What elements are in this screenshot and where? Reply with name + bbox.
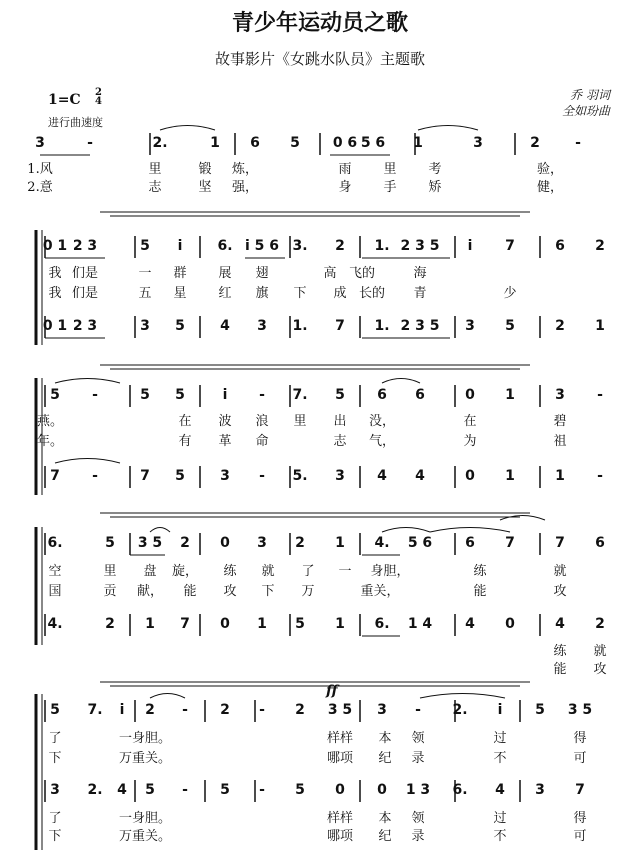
lyric-syllable: 领 (411, 811, 425, 826)
lyric-syllable: 样样 (326, 811, 354, 826)
lyric-syllable: 就 (553, 564, 567, 579)
lyric-syllable: 了 (48, 731, 62, 746)
note: 6. (452, 782, 468, 798)
lyric-syllable: 下 (48, 751, 62, 766)
lyric-syllable: 健， (536, 180, 564, 195)
note: 1 (595, 318, 605, 334)
note: 1 (257, 616, 267, 632)
note: 2 (105, 616, 115, 632)
lyric-syllable: 们是 (71, 286, 99, 301)
lyric-syllable: 气， (368, 434, 396, 449)
lyric-syllable: 志 (333, 434, 347, 449)
lyric-syllable: 少 (503, 286, 517, 301)
tie (430, 528, 510, 533)
note: 5 (175, 318, 185, 334)
note: 5. (292, 468, 308, 484)
note: 6. (217, 238, 233, 254)
note: 4 (117, 782, 127, 798)
note: 6 (555, 238, 565, 254)
lyric-syllable: 出 (333, 414, 347, 429)
note: 0 1 (42, 318, 68, 334)
lyric-syllable: 手 (383, 180, 397, 195)
lyric-syllable: 群 (173, 266, 187, 281)
lyric-syllable: 了 (48, 811, 62, 826)
note: 1 (555, 468, 565, 484)
lyric-syllable: 下 (293, 286, 307, 301)
note: 0 (220, 616, 230, 632)
tie (420, 694, 505, 699)
note: i (497, 702, 503, 718)
lyric-syllable: 练 (473, 564, 487, 579)
note: 5 (140, 238, 150, 254)
lyric-syllable: 样样 (326, 731, 354, 746)
lyric-syllable: 在 (463, 414, 477, 429)
note: 5 6 (407, 535, 433, 551)
lyric-syllable: 纪 (378, 829, 392, 844)
lyric-syllable: 红 (218, 286, 232, 301)
note: - (182, 702, 188, 718)
note: 3 5 (567, 702, 593, 718)
lyric-syllable: 能 (473, 584, 487, 599)
lyric-syllable: 一 (338, 564, 352, 579)
note: 5 (105, 535, 115, 551)
lyric-syllable: 攻 (223, 584, 237, 599)
lyric-syllable: 在 (178, 414, 192, 429)
note: 2 (295, 535, 305, 551)
note: 6 (465, 535, 475, 551)
note: 3 (35, 135, 45, 151)
note: 1. (292, 318, 308, 334)
note: 2 (295, 702, 305, 718)
note: 5 (145, 782, 155, 798)
note: 7 (555, 535, 565, 551)
note: 1. (374, 238, 390, 254)
note: 2 (180, 535, 190, 551)
note: 5 (220, 782, 230, 798)
note: 5 (140, 387, 150, 403)
lyric-syllable: 万重关。 (118, 829, 172, 844)
note: 6. (374, 616, 390, 632)
note: 5 (295, 782, 305, 798)
note: 1. (374, 318, 390, 334)
note: - (415, 702, 421, 718)
lyric-syllable: 下 (48, 829, 62, 844)
note: - (87, 135, 93, 151)
note: 5 (50, 702, 60, 718)
note: 1 (335, 535, 345, 551)
lyric-syllable: 命 (255, 434, 269, 449)
lyric-syllable: 万重关。 (118, 751, 172, 766)
lyric-syllable: 录 (411, 751, 425, 766)
note: - (597, 468, 603, 484)
lyric-syllable: 献， (136, 584, 164, 599)
note: 2 (555, 318, 565, 334)
note: 2 (595, 238, 605, 254)
note: 7 (335, 318, 345, 334)
lyric-syllable: 空 (48, 564, 62, 579)
lyric-syllable: 里 (148, 162, 162, 177)
note: 5 6 (360, 135, 386, 151)
note: 3 (140, 318, 150, 334)
note: 5 (175, 387, 185, 403)
note: i (177, 238, 183, 254)
note: 0 (465, 468, 475, 484)
lyric-syllable: 录 (411, 829, 425, 844)
note: 4. (47, 616, 63, 632)
lyric-syllable: 可 (573, 751, 587, 766)
lyric-syllable: 五 (138, 286, 152, 301)
lyric-syllable: 里 (293, 414, 307, 429)
lyric-syllable: 没， (368, 414, 396, 429)
note: 5 (535, 702, 545, 718)
lyric-syllable: 为 (463, 434, 477, 449)
note: 6 (415, 387, 425, 403)
dynamic-marking: ff (326, 683, 338, 699)
lyric-syllable: 身胆， (370, 564, 410, 579)
lyric-syllable: 成 (333, 286, 347, 301)
note: 3 5 (137, 535, 163, 551)
note: 0 (377, 782, 387, 798)
lyric-syllable: 2.意 (27, 180, 53, 195)
note: 3. (292, 238, 308, 254)
note: 0 (335, 782, 345, 798)
note: - (92, 387, 98, 403)
lyric-syllable: 高 (323, 266, 337, 281)
note: 2 (220, 702, 230, 718)
note: 3 (50, 782, 60, 798)
lyric-syllable: 贡 (103, 584, 117, 599)
slur (382, 379, 420, 384)
lyric-syllable: 本 (378, 811, 392, 826)
lyric-syllable: 青 (413, 286, 427, 301)
lyric-syllable: 考 (428, 162, 442, 177)
lyric-syllable: 展 (218, 266, 232, 281)
note: - (575, 135, 581, 151)
note: 7 (140, 468, 150, 484)
note: - (597, 387, 603, 403)
note: 6. (47, 535, 63, 551)
lyric-syllable: 矫 (428, 180, 442, 195)
lyric-syllable: 哪项 (326, 829, 354, 844)
lyric-syllable: 有 (178, 434, 192, 449)
tie (55, 459, 120, 464)
lyric-syllable: 了 (301, 564, 315, 579)
note: 1 (145, 616, 155, 632)
note: 4 (555, 616, 565, 632)
note: i (119, 702, 125, 718)
note: - (259, 468, 265, 484)
note: 0 (465, 387, 475, 403)
note: 5 (175, 468, 185, 484)
note: 1 (210, 135, 220, 151)
lyric-syllable: 一 (138, 266, 152, 281)
lyric-syllable: 我 (48, 286, 62, 301)
tempo-marking: 进行曲速度 (48, 116, 103, 129)
note: 2 (145, 702, 155, 718)
note: 2. (87, 782, 103, 798)
slur (382, 528, 430, 533)
note: 5 (505, 318, 515, 334)
note: 0 (220, 535, 230, 551)
note: i 5 6 (244, 238, 280, 254)
lyric-syllable: 得 (573, 811, 587, 826)
note: 1 (335, 616, 345, 632)
note: 3 (257, 535, 267, 551)
lyric-syllable: 星 (173, 286, 187, 301)
note: 3 (465, 318, 475, 334)
note: 7 (575, 782, 585, 798)
note: 2 3 (72, 238, 98, 254)
lyric-syllable: 练 (553, 644, 567, 659)
lyric-syllable: 攻 (593, 662, 607, 677)
lyric-syllable: 过 (493, 731, 507, 746)
note: 0 6 (332, 135, 358, 151)
note: 0 1 (42, 238, 68, 254)
note: 4 (465, 616, 475, 632)
note: i (467, 238, 473, 254)
note: 6 (595, 535, 605, 551)
lyric-syllable: 本 (378, 731, 392, 746)
note: - (259, 702, 265, 718)
note: - (92, 468, 98, 484)
lyric-syllable: 我 (48, 266, 62, 281)
note: 3 (335, 468, 345, 484)
note: 4 (495, 782, 505, 798)
lyric-syllable: 万 (301, 584, 315, 599)
note: 3 (535, 782, 545, 798)
lyric-syllable: 年。 (36, 434, 64, 449)
note: 7. (87, 702, 103, 718)
lyric-syllable: 海 (413, 266, 427, 281)
lyric-syllable: 验， (536, 162, 564, 177)
lyric-syllable: 攻 (553, 584, 567, 599)
note: 4 (415, 468, 425, 484)
note: - (259, 782, 265, 798)
note: 6 (250, 135, 260, 151)
song-subtitle: 故事影片《女跳水队员》主题歌 (214, 50, 425, 68)
lyric-syllable: 纪 (378, 751, 392, 766)
note: 2. (152, 135, 168, 151)
note: 7 (505, 238, 515, 254)
note: 3 (257, 318, 267, 334)
lyric-syllable: 过 (493, 811, 507, 826)
lyric-syllable: 翅 (255, 266, 269, 281)
lyric-syllable: 就 (261, 564, 275, 579)
lyric-syllable: 下 (261, 584, 275, 599)
lyric-syllable: 得 (573, 731, 587, 746)
lyric-syllable: 碧 (553, 414, 567, 429)
note: - (182, 782, 188, 798)
lyric-syllable: 们是 (71, 266, 99, 281)
note: 2 (530, 135, 540, 151)
lyric-syllable: 身 (338, 180, 352, 195)
note: 3 (377, 702, 387, 718)
time-signature-bottom: 4 (95, 96, 102, 107)
lyric-syllable: 不 (493, 751, 507, 766)
lyric-syllable: 炼， (231, 162, 259, 177)
tie (55, 379, 120, 384)
lyric-syllable: 领 (411, 731, 425, 746)
lyric-syllable: 浪 (255, 414, 269, 429)
lyric-syllable: 就 (593, 644, 607, 659)
tie (500, 516, 545, 521)
note: 5 (290, 135, 300, 151)
lyric-syllable: 强， (231, 180, 259, 195)
note: - (259, 387, 265, 403)
note: 1 3 (405, 782, 431, 798)
note: 4 (377, 468, 387, 484)
lyric-syllable: 波 (218, 414, 232, 429)
lyric-syllable: 坚 (198, 180, 212, 195)
note: 3 (555, 387, 565, 403)
note: 0 (505, 616, 515, 632)
lyric-syllable: 可 (573, 829, 587, 844)
lyric-syllable: 里 (103, 564, 117, 579)
lyric-syllable: 旗 (255, 286, 269, 301)
note: 1 (413, 135, 423, 151)
note: 5 (335, 387, 345, 403)
note: 2 (595, 616, 605, 632)
note: 6 (377, 387, 387, 403)
note: 3 (473, 135, 483, 151)
note: 7 (50, 468, 60, 484)
lyric-syllable: 一身胆。 (118, 731, 172, 746)
lyric-syllable: 飞的 (348, 266, 376, 281)
lyric-syllable: 能 (183, 584, 197, 599)
lyric-syllable: 1.风 (27, 162, 53, 177)
lyric-syllable: 燕。 (36, 414, 64, 429)
lyric-syllable: 能 (553, 662, 567, 677)
tie (418, 126, 478, 131)
lyric-syllable: 长的 (358, 286, 386, 301)
note: 5 (295, 616, 305, 632)
lyric-syllable: 志 (148, 180, 162, 195)
lyric-syllable: 国 (48, 584, 62, 599)
time-signature-top: 2 (95, 87, 102, 98)
note: 7 (505, 535, 515, 551)
lyricist-credit: 乔 羽词 (570, 88, 610, 102)
note: 3 (220, 468, 230, 484)
note: 4 (220, 318, 230, 334)
key-signature: 1=C (48, 92, 81, 108)
note: 4. (374, 535, 390, 551)
note: 1 (505, 387, 515, 403)
lyric-syllable: 旋， (171, 564, 199, 579)
note: 1 4 (407, 616, 433, 632)
song-title: 青少年运动员之歌 (231, 10, 408, 36)
lyric-syllable: 不 (493, 829, 507, 844)
lyric-syllable: 里 (383, 162, 397, 177)
lyric-syllable: 一身胆。 (118, 811, 172, 826)
note: i (222, 387, 228, 403)
note: 2 3 5 (400, 318, 440, 334)
lyric-syllable: 练 (223, 564, 237, 579)
lyric-syllable: 祖 (553, 434, 567, 449)
lyric-syllable: 盘 (143, 564, 157, 579)
tie (160, 126, 215, 131)
lyric-syllable: 雨 (338, 162, 352, 177)
composer-credit: 全如玢曲 (561, 104, 610, 118)
lyric-syllable: 锻 (198, 162, 212, 177)
lyric-syllable: 重关， (360, 584, 400, 599)
slur (150, 694, 185, 699)
note: 3 5 (327, 702, 353, 718)
slur (150, 528, 170, 533)
note: 7. (292, 387, 308, 403)
note: 1 (505, 468, 515, 484)
lyric-syllable: 哪项 (326, 751, 354, 766)
note: 2 3 5 (400, 238, 440, 254)
note: 2. (452, 702, 468, 718)
note: 7 (180, 616, 190, 632)
note: 2 3 (72, 318, 98, 334)
lyric-syllable: 革 (218, 434, 232, 449)
note: 5 (50, 387, 60, 403)
note: 2 (335, 238, 345, 254)
